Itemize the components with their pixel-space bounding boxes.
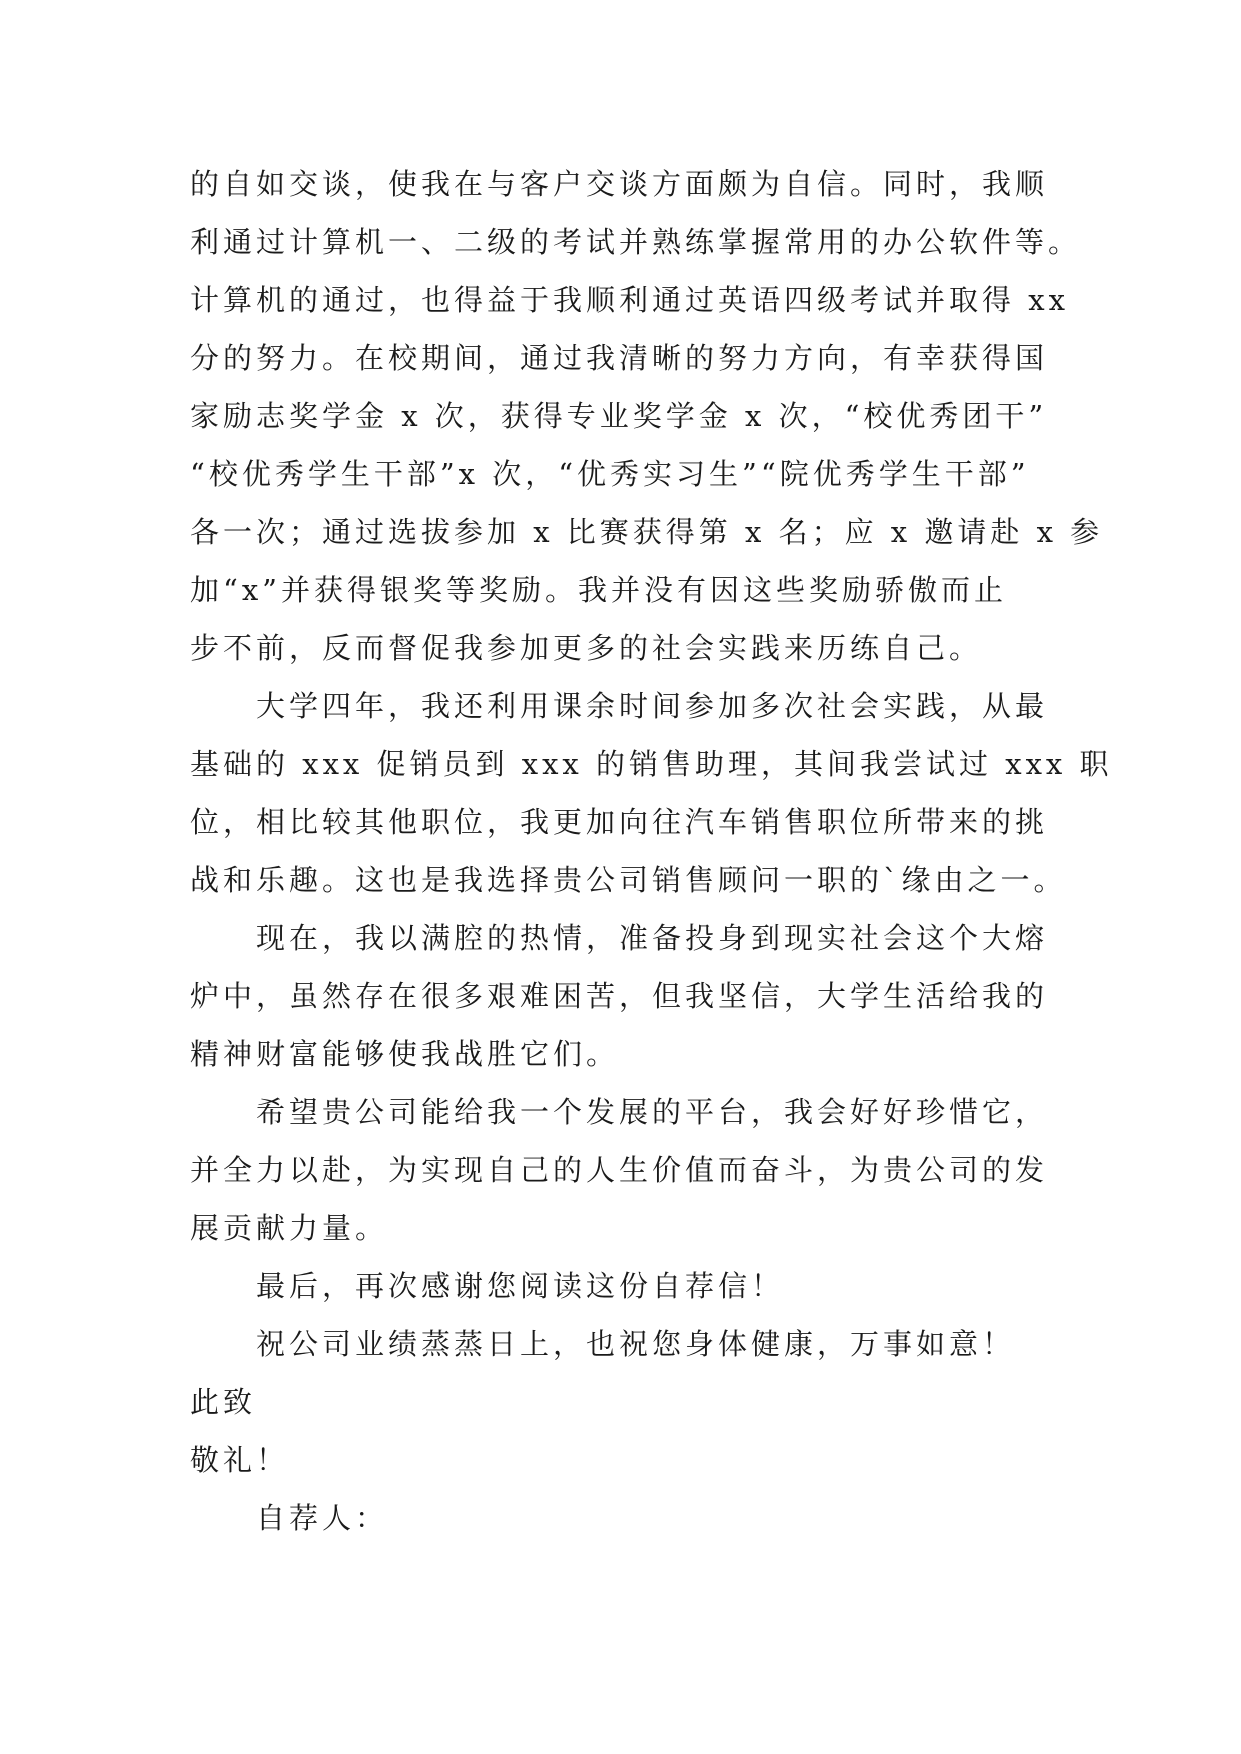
text-line: 步不前，反而督促我参加更多的社会实践来历练自己。 <box>190 631 983 665</box>
text-line: 并全力以赴，为实现自己的人生价值而奋斗，为贵公司的发 <box>190 1153 1049 1187</box>
text-line: 利通过计算机一、二级的考试并熟练掌握常用的办公软件等。 <box>190 225 1082 259</box>
text-line: 精神财富能够使我战胜它们。 <box>190 1037 620 1071</box>
letter-body <box>190 155 1113 1547</box>
text-line: 基础的 xxx 促销员到 xxx 的销售助理，其间我尝试过 xxx 职 <box>190 747 1113 781</box>
text-line: 各一次；通过选拔参加 x 比赛获得第 x 名；应 x 邀请赴 x 参 <box>190 515 1104 549</box>
text-line: 敬礼！ <box>190 1443 290 1477</box>
text-line: 计算机的通过，也得益于我顺利通过英语四级考试并取得 xx <box>190 283 1069 317</box>
text-line: 此致 <box>190 1385 257 1419</box>
text-line: 的自如交谈，使我在与客户交谈方面颇为自信。同时，我顺 <box>190 167 1049 201</box>
text-line: 炉中，虽然存在很多艰难困苦，但我坚信，大学生活给我的 <box>190 979 1049 1013</box>
text-line: 希望贵公司能给我一个发展的平台，我会好好珍惜它， <box>256 1095 1049 1129</box>
text-line: 祝公司业绩蒸蒸日上，也祝您身体健康，万事如意！ <box>256 1327 1016 1361</box>
text-line: 大学四年，我还利用课余时间参加多次社会实践，从最 <box>256 689 1049 723</box>
text-line: 加“x”并获得银奖等奖励。我并没有因这些奖励骄傲而止 <box>190 573 1008 607</box>
text-line: 位，相比较其他职位，我更加向往汽车销售职位所带来的挑 <box>190 805 1049 839</box>
text-line: 分的努力。在校期间，通过我清晰的努力方向，有幸获得国 <box>190 341 1049 375</box>
text-line: “校优秀学生干部”x 次，“优秀实习生”“院优秀学生干部” <box>190 457 1030 491</box>
text-line: 最后，再次感谢您阅读这份自荐信！ <box>256 1269 785 1303</box>
text-line: 家励志奖学金 x 次，获得专业奖学金 x 次，“校优秀团干” <box>190 399 1048 433</box>
text-line: 展贡献力量。 <box>190 1211 389 1245</box>
text-line: 自荐人： <box>256 1501 389 1535</box>
text-line: 现在，我以满腔的热情，准备投身到现实社会这个大熔 <box>256 921 1049 955</box>
text-line: 战和乐趣。这也是我选择贵公司销售顾问一职的`缘由之一。 <box>190 863 1067 897</box>
